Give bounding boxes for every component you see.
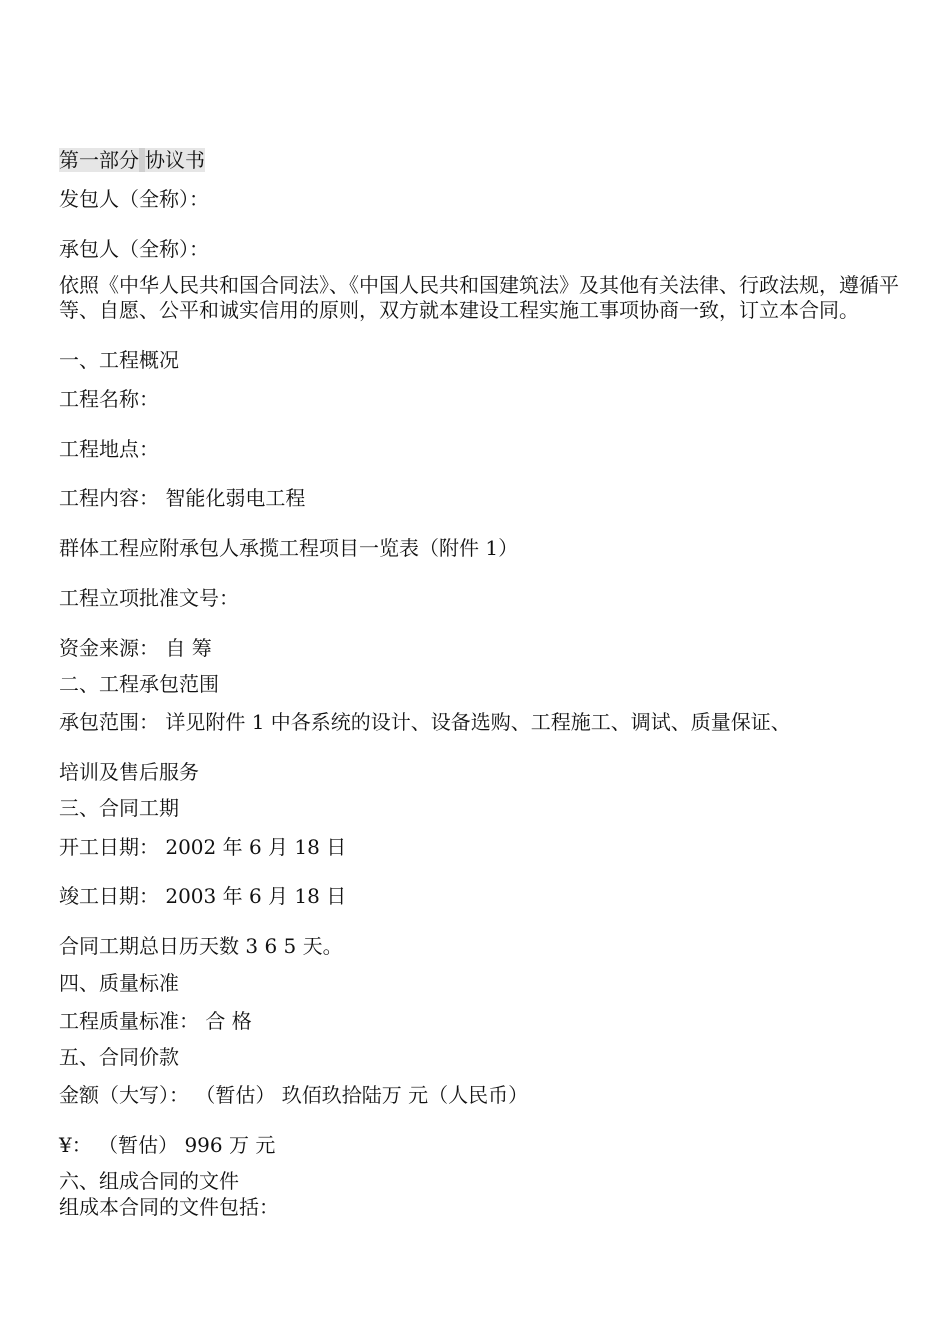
project-content-line: 工程内容： 智能化弱电工程 xyxy=(59,486,306,510)
project-name-line: 工程名称： xyxy=(59,387,159,411)
funding-line: 资金来源： 自 筹 xyxy=(59,636,212,660)
section-6-title: 六、组成合同的文件 xyxy=(59,1169,239,1193)
section-2-title: 二、工程承包范围 xyxy=(59,672,219,696)
part-title xyxy=(59,148,895,173)
contract-docs-intro: 组成本合同的文件包括： xyxy=(59,1195,279,1219)
part-title-name: 协议书 xyxy=(145,148,205,172)
total-days-line: 合同工期总日历天数 3 6 5 天。 xyxy=(59,934,343,958)
section-4-title: 四、质量标准 xyxy=(59,971,179,995)
quality-line: 工程质量标准： 合 格 xyxy=(59,1009,252,1033)
approval-number-line: 工程立项批准文号： xyxy=(59,586,239,610)
intro-paragraph: 依照《中华人民共和国合同法》、《中国人民共和国建筑法》及其他有关法律、行政法规，遵循平等、自愿、公平和诚实信用的原则，双方就本建设工程实施工事项协商一致，订立本合同。 xyxy=(59,273,899,322)
project-location-line: 工程地点： xyxy=(59,437,159,461)
section-1-title: 一、工程概况 xyxy=(59,348,179,372)
contractor-line: 承包人（全称）： xyxy=(59,237,209,261)
section-5-title: 五、合同价款 xyxy=(59,1045,179,1069)
employer-line: 发包人（全称）： xyxy=(59,187,209,211)
amount-figures-line: ¥： （暂估） 996 万 元 xyxy=(59,1133,276,1157)
scope-line-1: 承包范围： 详见附件 1 中各系统的设计、设备选购、工程施工、调试、质量保证、 xyxy=(59,710,791,734)
section-3-title: 三、合同工期 xyxy=(59,796,179,820)
part-title-label: 第一部分 xyxy=(59,148,139,172)
group-projects-line: 群体工程应附承包人承揽工程项目一览表（附件 1） xyxy=(59,536,519,560)
scope-line-2: 培训及售后服务 xyxy=(59,760,199,784)
end-date-line: 竣工日期： 2003 年 6 月 18 日 xyxy=(59,884,347,908)
amount-words-line: 金额（大写）： （暂估） 玖佰玖拾陆万 元（人民币） xyxy=(59,1083,529,1107)
start-date-line: 开工日期： 2002 年 6 月 18 日 xyxy=(59,835,347,859)
